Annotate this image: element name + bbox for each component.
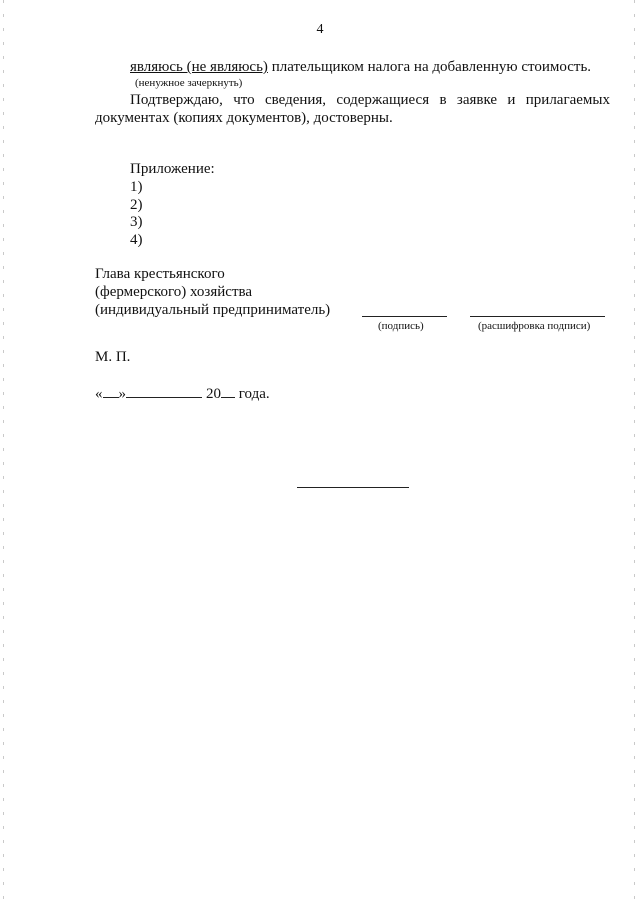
signature-line — [362, 316, 447, 317]
scan-edge-right — [634, 0, 635, 905]
date-quote-open: « — [95, 386, 103, 402]
scan-edge-left — [3, 0, 4, 905]
date-suffix: года. — [235, 386, 270, 402]
tax-status-choice: являюсь (не являюсь) — [130, 59, 268, 75]
attachment-item: 1) — [130, 179, 143, 195]
tax-status-line — [130, 58, 591, 76]
decoding-caption: (расшифровка подписи) — [478, 320, 591, 332]
signature-decoding-line — [470, 316, 605, 317]
date-year-blank — [221, 386, 235, 398]
signatory-line-1: Глава крестьянского — [95, 266, 225, 282]
confirmation-line-2: документах (копиях документов), достоверны. — [95, 110, 393, 126]
strike-out-note: (ненужное зачеркнуть) — [135, 77, 243, 89]
attachment-item: 4) — [130, 232, 143, 248]
signatory-line-2: (фермерского) хозяйства — [95, 284, 253, 300]
closing-separator-line — [297, 487, 409, 488]
date-line — [95, 385, 270, 403]
date-quote-close: » — [118, 386, 126, 402]
date-year-prefix: 20 — [206, 386, 221, 402]
confirmation-line-1: Подтверждаю, что сведения, содержащиеся в заявке и прилагаемых — [130, 92, 610, 108]
signatory-line-3: (индивидуальный предприниматель) — [95, 302, 331, 318]
seal-mark: М. П. — [95, 349, 131, 365]
tax-status-rest: плательщиком налога на добавленную стоимость. — [267, 59, 592, 75]
attachment-item: 2) — [130, 197, 143, 213]
signature-caption: (подпись) — [378, 320, 424, 332]
attachments-heading: Приложение: — [130, 161, 215, 177]
attachment-item: 3) — [130, 214, 143, 230]
date-day-blank — [103, 386, 119, 398]
page-number: 4 — [316, 22, 324, 37]
date-month-blank — [126, 386, 202, 398]
